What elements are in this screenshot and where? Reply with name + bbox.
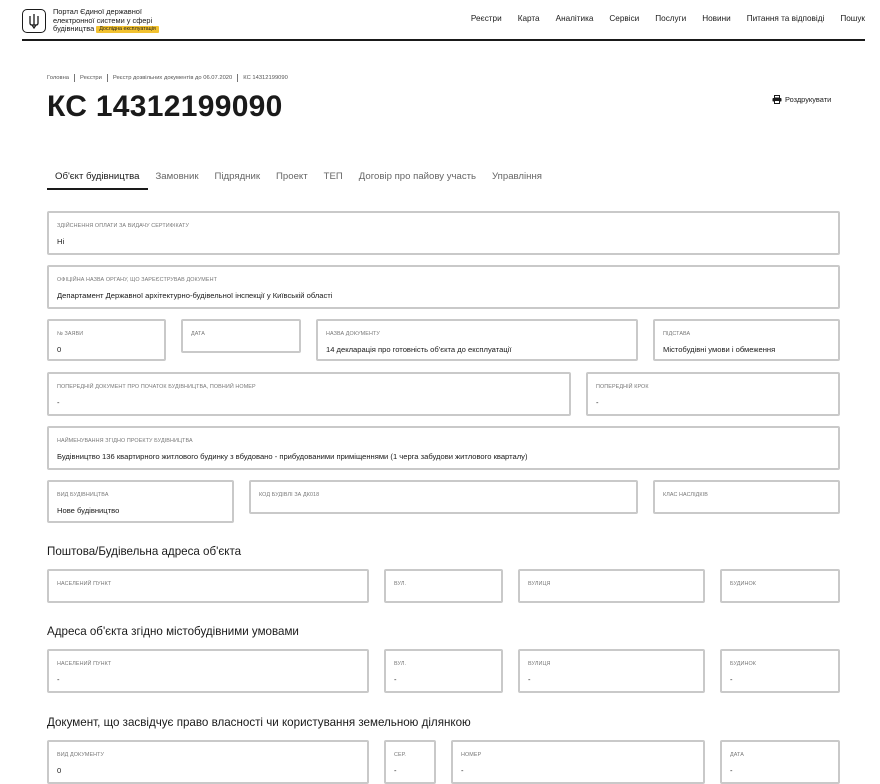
breadcrumb-separator xyxy=(74,74,75,82)
land-doc-type-field: ВИД ДОКУМЕНТУ 0 xyxy=(47,740,369,784)
land-document-title: Документ, що засвідчує право власності чи користування земельною ділянкою xyxy=(47,716,471,729)
postal-address-title: Поштова/Будівельна адреса об'єкта xyxy=(47,545,242,558)
postal-settlement-field: НАСЕЛЕНИЙ ПУНКТ xyxy=(47,569,369,603)
breadcrumb xyxy=(47,74,288,82)
breadcrumb-separator xyxy=(107,74,108,82)
date-field: ДАТА xyxy=(181,319,301,353)
planning-street-type-field: ВУЛ. - xyxy=(384,649,503,693)
beta-badge: Дослідна експлуатація xyxy=(96,26,159,33)
previous-document-field: ПОПЕРЕДНІЙ ДОКУМЕНТ ПРО ПОЧАТОК БУДІВНИЦТВА, ПОВНИЙ НОМЕР - xyxy=(47,372,571,416)
tab-tep[interactable]: ТЕП xyxy=(323,171,343,182)
nav-e-services[interactable]: Послуги xyxy=(655,14,687,23)
planning-settlement-field: НАСЕЛЕНИЙ ПУНКТ - xyxy=(47,649,369,693)
planning-address-title: Адреса об'єкта згідно містобудівними умовами xyxy=(47,625,299,638)
print-button[interactable]: Роздрукувати xyxy=(772,95,831,104)
breadcrumb-home[interactable]: Головна xyxy=(47,75,70,81)
trident-logo-icon[interactable] xyxy=(22,9,46,33)
portal-name[interactable]: Портал Єдиної державної електронної системи у сфері будівництва Дослідна експлуатація xyxy=(53,8,159,34)
tab-management[interactable]: Управління xyxy=(492,171,542,182)
breadcrumb-separator xyxy=(237,74,238,82)
planning-building-field: БУДИНОК - xyxy=(720,649,840,693)
postal-street-type-field: ВУЛ. xyxy=(384,569,503,603)
breadcrumb-registries[interactable]: Реєстри xyxy=(80,75,102,81)
document-name-field: НАЗВА ДОКУМЕНТУ 14 декларація про готовність об'єкта до експлуатації xyxy=(316,319,638,361)
main-nav xyxy=(455,14,865,23)
nav-search[interactable]: Пошук xyxy=(840,14,865,23)
breadcrumb-registry[interactable]: Реєстр дозвільних документів до 06.07.2020 xyxy=(112,75,233,81)
nav-faq[interactable]: Питання та відповіді xyxy=(746,14,825,23)
nav-services[interactable]: Сервіси xyxy=(609,14,640,23)
land-number-field: НОМЕР - xyxy=(451,740,705,784)
application-number-field: № ЗАЯВИ 0 xyxy=(47,319,166,361)
tab-construction-object[interactable]: Об'єкт будівництва xyxy=(47,168,148,190)
basis-field: ПІДСТАВА Містобудівні умови і обмеження xyxy=(653,319,840,361)
building-code-field: КОД БУДІВЛІ ЗА ДК018 xyxy=(249,480,638,514)
authority-field: ОФІЦІЙНА НАЗВА ОРГАНУ, ЩО ЗАРЕЄСТРУВАВ ДОКУМЕНТ Департамент Державної архітектурно-будівельної інспекції у Київській області xyxy=(47,265,840,309)
nav-news[interactable]: Новини xyxy=(702,14,731,23)
land-series-field: СЕР. - xyxy=(384,740,436,784)
land-date-field: ДАТА - xyxy=(720,740,840,784)
payment-field: ЗДІЙСНЕННЯ ОПЛАТИ ЗА ВИДАЧУ СЕРТИФІКАТУ Ні xyxy=(47,211,840,255)
tab-customer[interactable]: Замовник xyxy=(155,171,199,182)
breadcrumb-current: КС 14312199090 xyxy=(243,75,288,81)
postal-building-field: БУДИНОК xyxy=(720,569,840,603)
nav-map[interactable]: Карта xyxy=(517,14,540,23)
tab-project[interactable]: Проект xyxy=(276,171,308,182)
printer-icon xyxy=(772,95,782,104)
tab-share-agreement[interactable]: Договір про пайову участь xyxy=(358,171,477,182)
previous-step-field: ПОПЕРЕДНІЙ КРОК - xyxy=(586,372,840,416)
nav-registries[interactable]: Реєстри xyxy=(470,14,502,23)
construction-type-field: ВИД БУДІВНИЦТВА Нове будівництво xyxy=(47,480,234,523)
consequence-class-field: КЛАС НАСЛІДКІВ xyxy=(653,480,840,514)
project-name-field: НАЙМЕНУВАННЯ ЗГІДНО ПРОЕКТУ БУДІВНИЦТВА Будівництво 136 квартирного житлового будинку з вбудовано - прибудованими приміщеннями (1 черга забудови житлового кварталу) xyxy=(47,426,840,470)
nav-analytics[interactable]: Аналітика xyxy=(555,14,594,23)
planning-street-field: ВУЛИЦЯ - xyxy=(518,649,705,693)
postal-street-field: ВУЛИЦЯ xyxy=(518,569,705,603)
tabs xyxy=(47,168,550,190)
site-header xyxy=(22,0,865,41)
tab-contractor[interactable]: Підрядник xyxy=(214,171,261,182)
page-title: КС 14312199090 xyxy=(47,90,283,123)
